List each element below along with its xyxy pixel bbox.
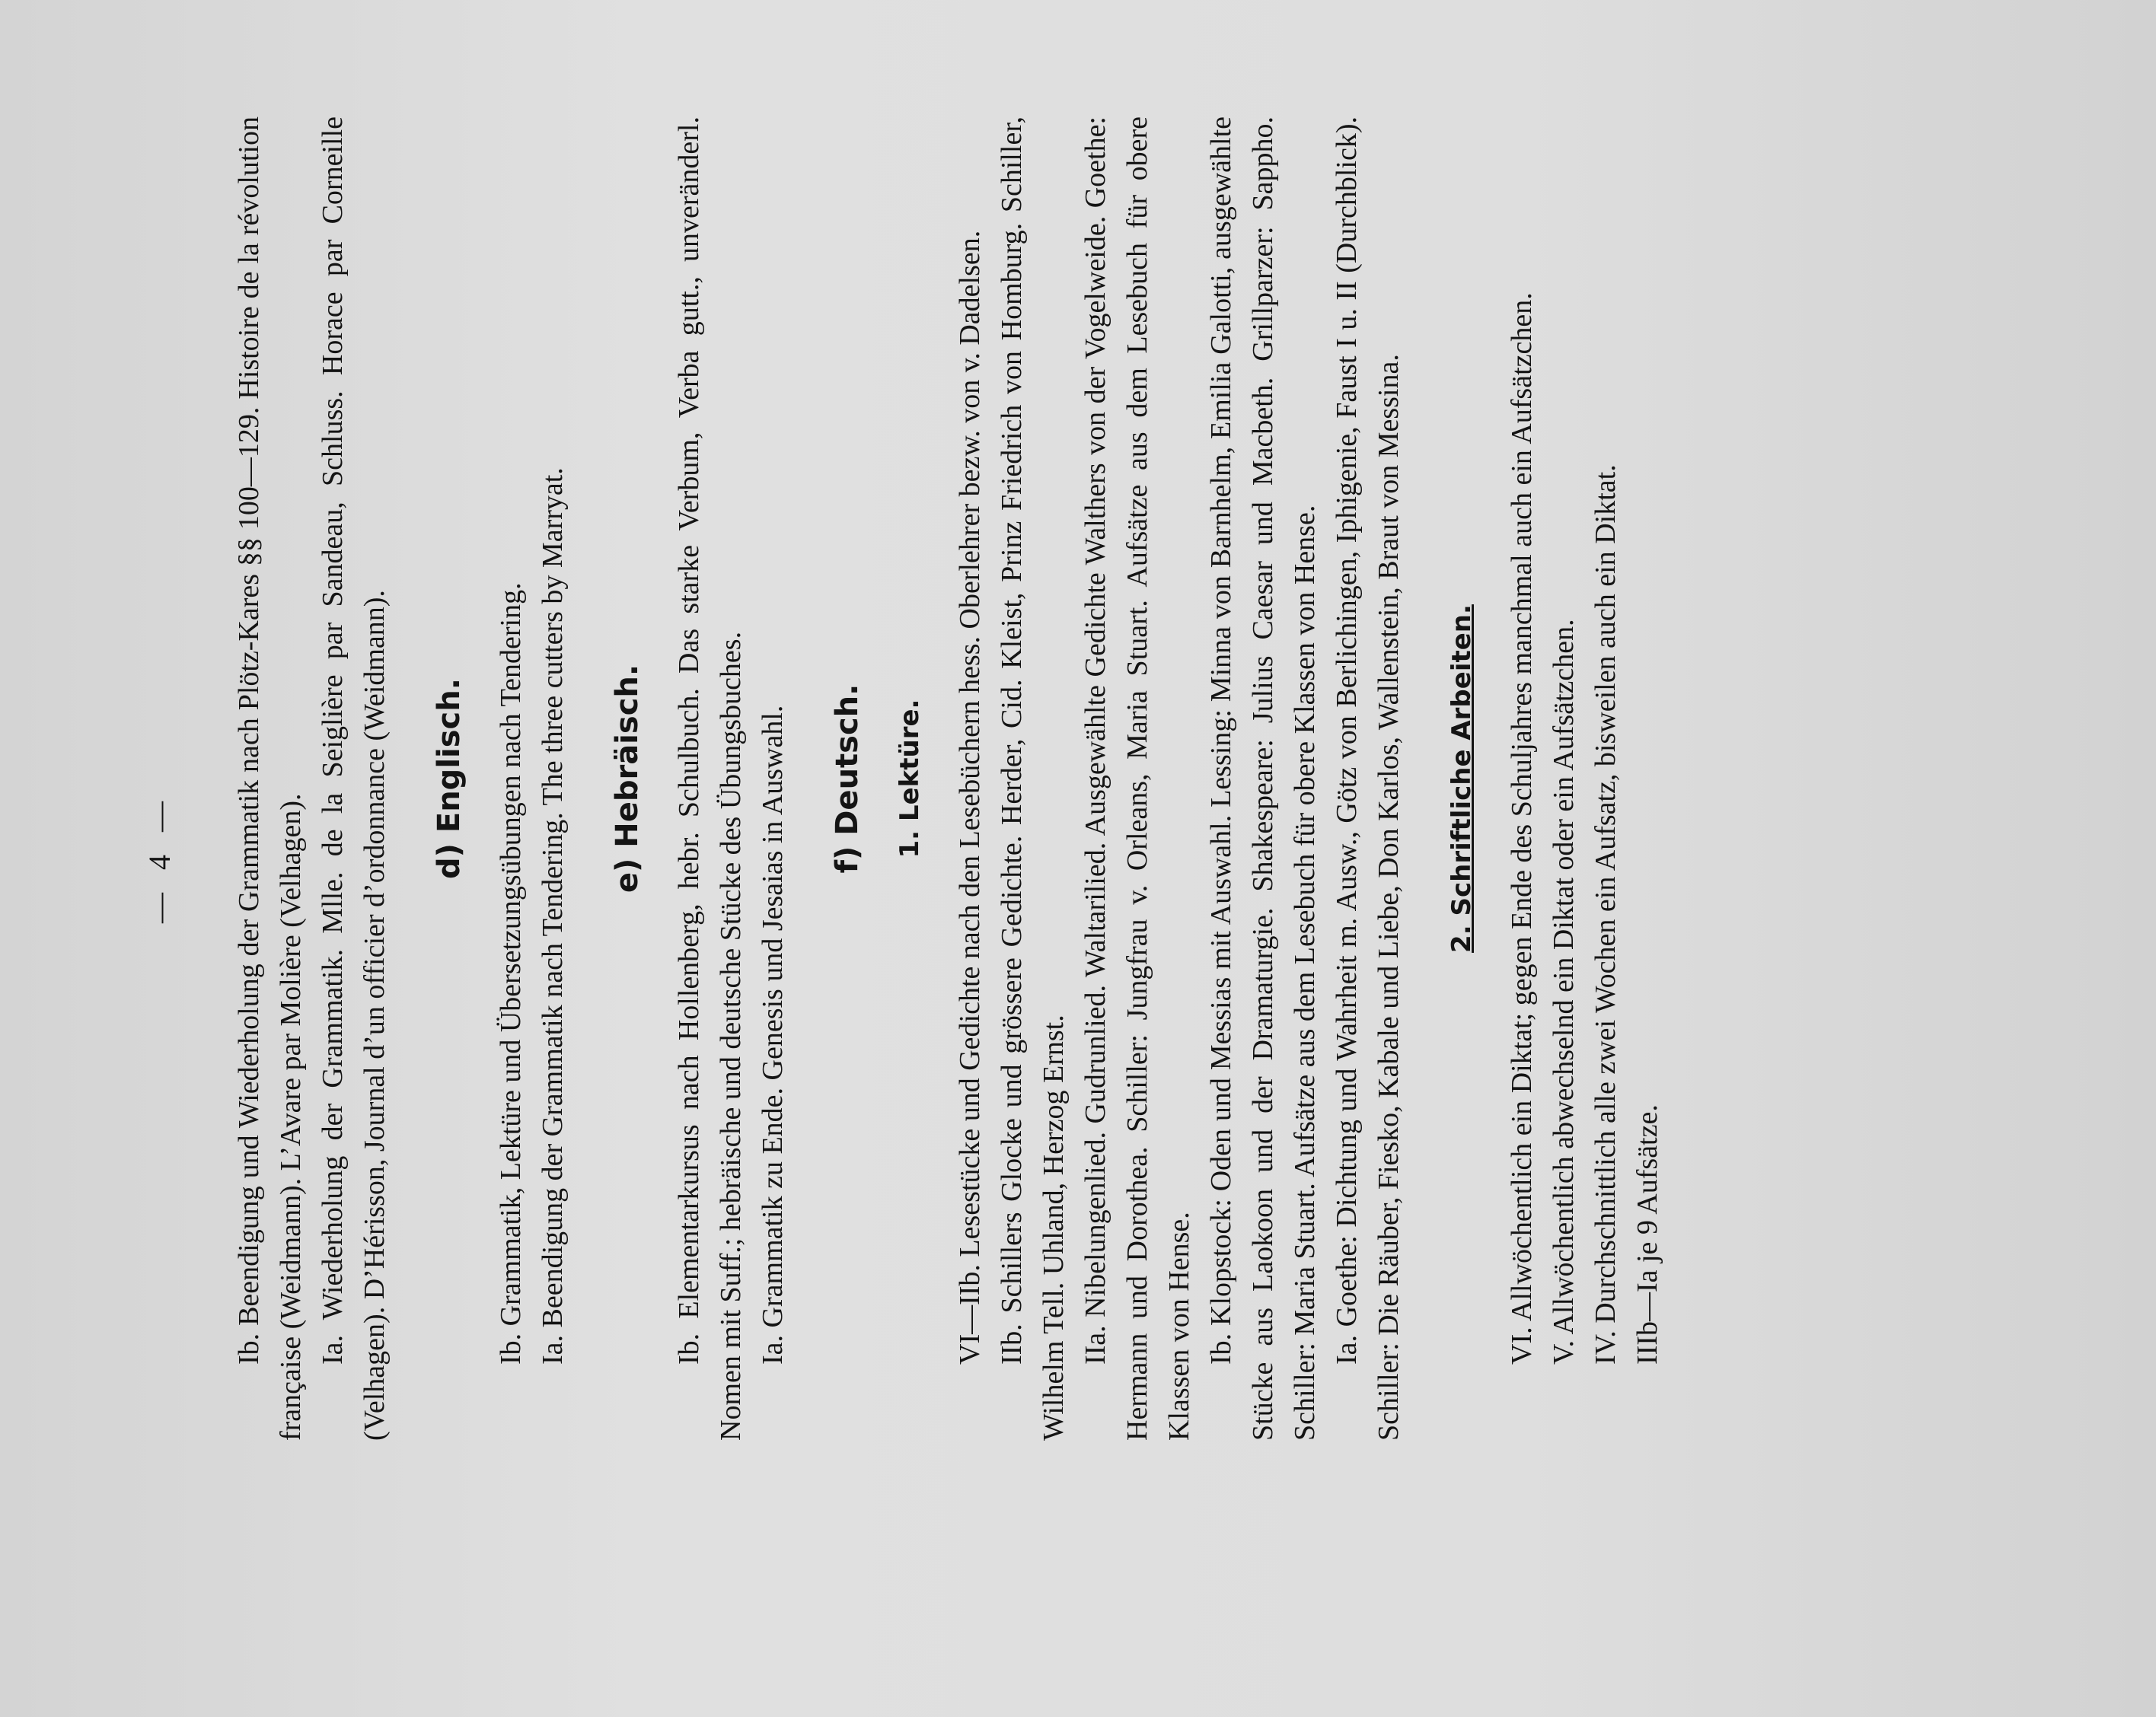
page-number: — 4 —	[142, 794, 177, 923]
hebrew-ia-paragraph: Ia. Grammatik zu Ende. Genesis und Jesaias in Auswahl.	[757, 705, 789, 1365]
french-ia-paragraph: Ia. Wiederholung der Grammatik. Mlle. de la Seiglière par Sandeau, Schluss. Horace par Corneille (Velhagen). D’Hérisson, Journal d’un officier d’ordonnance (Weidmann).	[317, 116, 391, 1441]
page-body	[228, 116, 1669, 1441]
document-page	[43, 97, 2113, 1620]
section-heading-hebraeisch: e) Hebräisch.	[610, 664, 645, 894]
section-heading-englisch: d) Englisch.	[432, 678, 467, 879]
writing-iiib-ia-paragraph: IIIb—Ia je 9 Aufsätze.	[1631, 1104, 1663, 1365]
german-vi-iib-paragraph: VI—IIb. Lesestücke und Gedichte nach den Lesebüchern hess. Oberlehrer bezw. von v. Dadelsen.	[954, 230, 986, 1365]
french-ib-paragraph: Ib. Beendigung und Wiederholung der Grammatik nach Plötz-Kares §§ 100—129. Histoire de la révolution française (Weidmann). L’Avare par Molière (Velhagen).	[233, 116, 307, 1441]
german-ib-paragraph: Ib. Klopstock: Oden und Messias mit Auswahl. Lessing: Minna von Barnhelm, Emilia Galotti, ausgewählte Stücke aus Laokoon und der Dramaturgie. Shakespeare: Julius Caesar und Macbeth. Grillparzer: Sappho. Schiller: Maria Stuart. Aufsätze aus dem Lesebuch für obere Klassen von Hense.	[1205, 116, 1321, 1441]
hebrew-ib-paragraph: Ib. Elementarkursus nach Hollenberg, hebr. Schulbuch. Das starke Verbum, Verba gutt., unveränderl. Nomen mit Suff.; hebräische und deutsche Stücke des Übungsbuches.	[673, 116, 747, 1441]
writing-vi-paragraph: VI. Allwöchentlich ein Diktat; gegen Ende des Schuljahres manchmal auch ein Aufsätzchen.	[1506, 292, 1538, 1365]
german-ia-paragraph: Ia. Goethe: Dichtung und Wahrheit m. Ausw., Götz von Berlichingen, Iphigenie, Faust I u. II (Durchblick). Schiller: Die Räuber, Fiesko, Kabale und Liebe, Don Karlos, Wallenstein, Braut von Messina.	[1331, 116, 1405, 1441]
subheading-lektuere: 1. Lektüre.	[895, 699, 925, 858]
writing-iv-paragraph: IV. Durchschnittlich alle zwei Wochen ein Aufsatz, bisweilen auch ein Diktat.	[1590, 464, 1622, 1365]
german-iib-paragraph: IIb. Schillers Glocke und grössere Gedichte. Herder, Cid. Kleist, Prinz Friedrich von Homburg. Schiller, Wilhelm Tell. Uhland, Herzog Ernst.	[996, 116, 1070, 1441]
german-iia-paragraph: IIa. Nibelungenlied. Gudrunlied. Waltarilied. Ausgewählte Gedichte Walthers von der Vogelweide. Goethe: Hermann und Dorothea. Schiller: Jungfrau v. Orleans, Maria Stuart. Aufsätze aus dem Lesebuch für obere Klassen von Hense.	[1080, 116, 1195, 1441]
subheading-schriftliche-arbeiten-text: 2. Schriftliche Arbeiten.	[1446, 604, 1477, 953]
writing-v-paragraph: V. Allwöchentlich abwechselnd ein Diktat oder ein Aufsätzchen.	[1548, 619, 1580, 1365]
section-heading-deutsch: f) Deutsch.	[830, 683, 865, 874]
english-ib-paragraph: Ib. Grammatik, Lektüre und Übersetzungsübungen nach Tendering.	[495, 582, 527, 1365]
subheading-schriftliche-arbeiten	[1440, 116, 1483, 1441]
english-ia-paragraph: Ia. Beendigung der Grammatik nach Tendering. The three cutters by Marryat.	[537, 467, 569, 1365]
